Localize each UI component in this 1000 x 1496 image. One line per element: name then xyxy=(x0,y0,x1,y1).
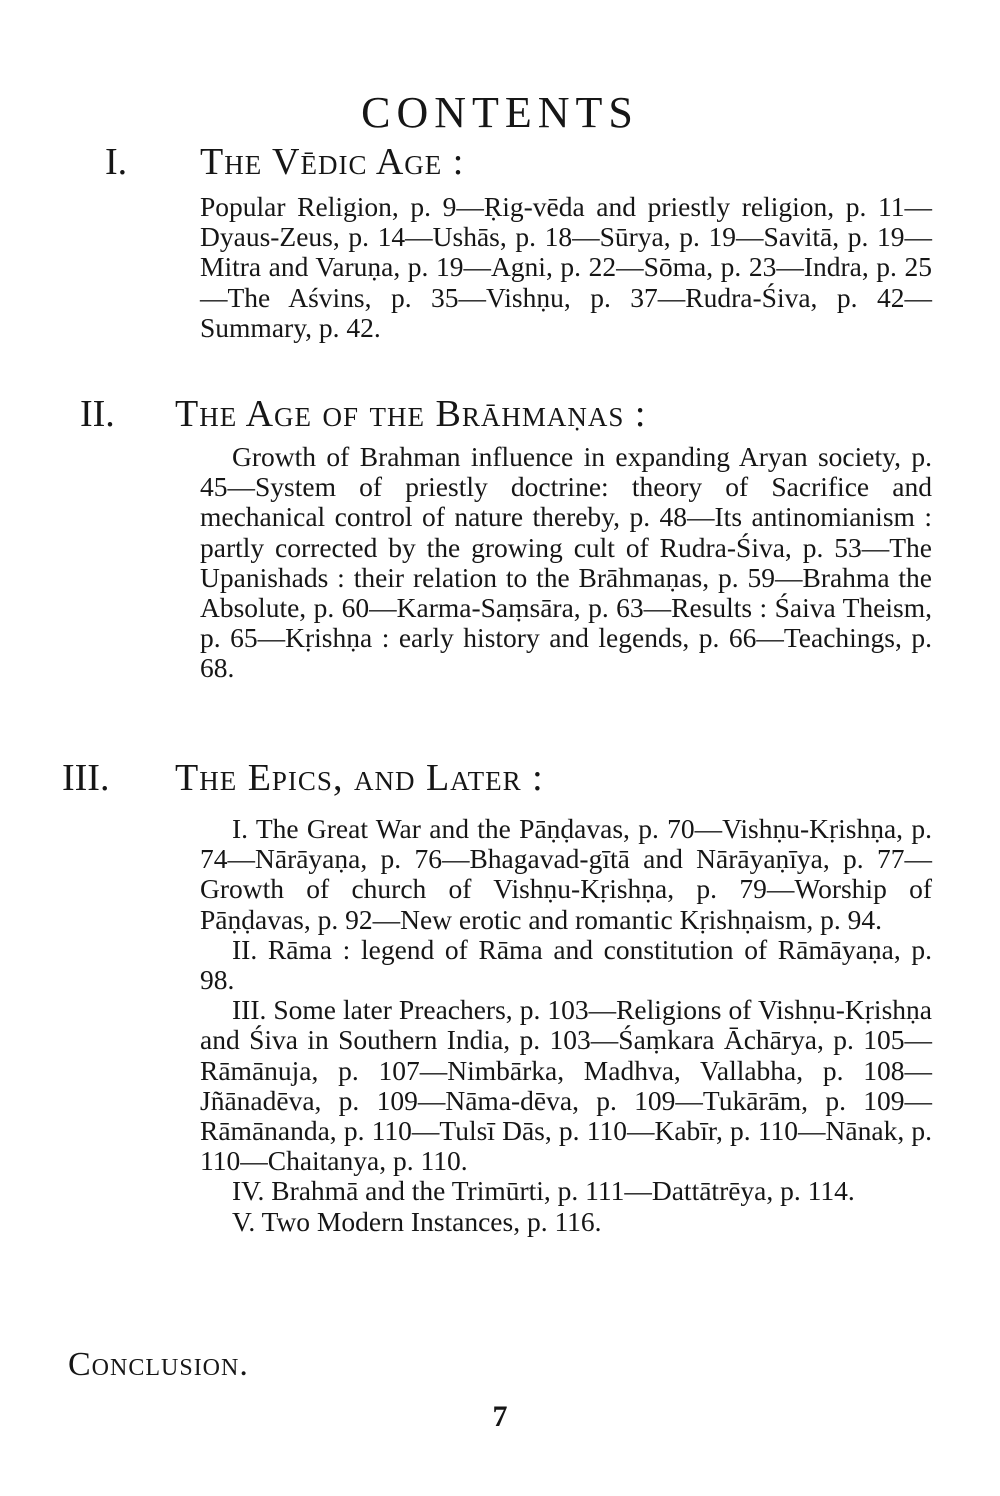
section-1-text: Popular Religion, p. 9—Ṛig-vēda and priestly religion, p. 11—Dyaus-Zeus, p. 14—Ushās, p. 18—Sūrya, p. 19—Savitā, p. 19—Mitra and Varuṇa, p. 19—Agni, p. 22—Sōma, p. 23—Indra, p. 25—The Aśvins, p. 35—Vishṇu, p. 37—Rudra-Śiva, p. 42—Summary, p. 42. xyxy=(200,191,932,343)
conclusion-heading: Conclusion. xyxy=(68,1346,249,1383)
page-number: 7 xyxy=(492,1400,508,1433)
section-1-number: I. xyxy=(105,141,128,183)
section-3-title: The Epics, and Later : xyxy=(175,757,544,799)
section-3-body xyxy=(200,814,932,1237)
subsection-1: I. The Great War and the Pāṇḍavas, p. 70—Vishṇu-Kṛishṇa, p. 74—Nārāyaṇa, p. 76—Bhagavad-gītā and Nārāyaṇīya, p. 77—Growth of church of Vishṇu-Kṛishṇa, p. 79—Worship of Pāṇḍavas, p. 92—New erotic and romantic Kṛishṇaism, p. 94. xyxy=(200,813,932,935)
subsection-5: V. Two Modern Instances, p. 116. xyxy=(232,1205,602,1237)
section-1-heading xyxy=(105,140,464,184)
section-3-heading xyxy=(62,756,544,800)
page-title: CONTENTS xyxy=(361,88,639,138)
subsection-2: II. Rāma : legend of Rāma and constitution of Rāmāyaṇa, p. 98. xyxy=(200,933,932,996)
section-2-title: The Age of the Brāhmaṇas : xyxy=(175,393,647,435)
section-3-number: III. xyxy=(62,757,110,799)
section-1-title: The Vēdic Age : xyxy=(200,141,465,183)
section-2-number: II. xyxy=(80,393,115,435)
subsection-3: III. Some later Preachers, p. 103—Religions of Vishṇu-Kṛishṇa and Śiva in Southern India, p. 103—Śaṃkara Āchārya, p. 105—Rāmānuja, p. 107—Nimbārka, Madhva, Vallabha, p. 108—Jñānadēva, p. 109—Nāma-dēva, p. 109—Tukārām, p. 109—Rāmānanda, p. 110—Tulsī Dās, p. 110—Kabīr, p. 110—Nānak, p. 110—Chaitanya, p. 110. xyxy=(200,994,932,1177)
section-2-heading xyxy=(80,392,646,436)
subsection-4: IV. Brahmā and the Trimūrti, p. 111—Dattātrēya, p. 114. xyxy=(232,1175,855,1207)
section-2-text: Growth of Brahman influence in expanding Aryan society, p. 45—System of priestly doctrine: theory of Sacrifice and mechanical control of nature thereby, p. 48—Its antinomianism : partly corrected by the growing cult of Rudra-Śiva, p. 53—The Upanishads : their relation to the Brāhmaṇas, p. 59—Brahma the Absolute, p. 60—Karma-Saṃsāra, p. 63—Results : Śaiva Theism, p. 65—Kṛishṇa : early history and legends, p. 66—Teachings, p. 68. xyxy=(200,441,932,684)
